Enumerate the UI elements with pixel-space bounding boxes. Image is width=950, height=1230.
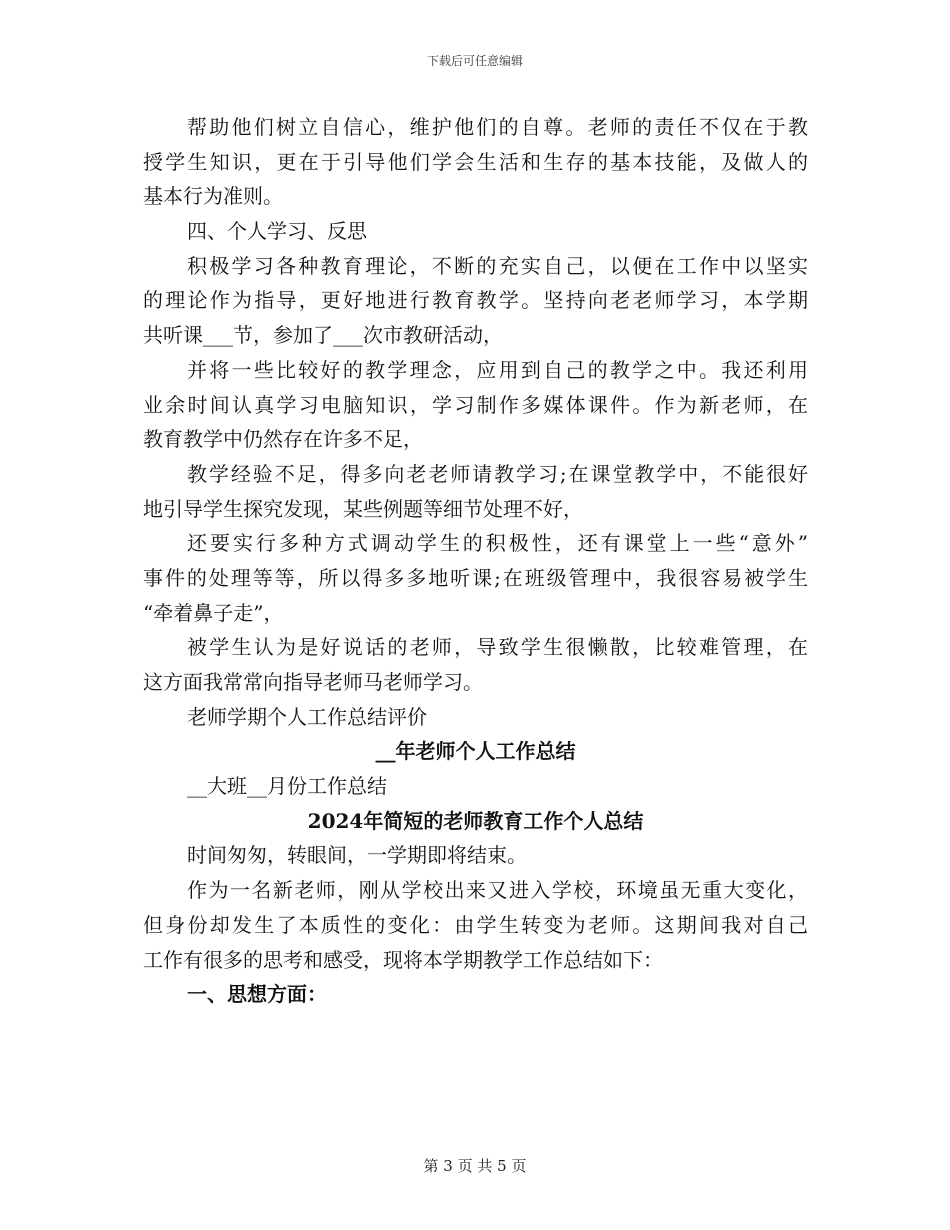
text-line: 还要实行多种方式调动学生的积极性，还有课堂上一些“意外”: [187, 531, 808, 556]
text-line: 授学生知识，更在于引导他们学会生活和生存的基本技能，及做人的: [143, 149, 808, 174]
section-heading: 四、个人学习、反思: [187, 219, 367, 244]
text-line: 作为一名新老师，刚从学校出来又进入学校，环境虽无重大变化，: [187, 878, 808, 903]
text-line: 业余时间认真学习电脑知识，学习制作多媒体课件。作为新老师，在: [143, 392, 808, 417]
text-line: 这方面我常常向指导老师马老师学习。: [143, 670, 483, 694]
text-line: 教学经验不足，得多向老老师请教学习;在课堂教学中，不能很好: [187, 461, 808, 486]
text-line: 但身份却发生了本质性的变化：由学生转变为老师。这期间我对自己: [143, 912, 808, 937]
text-line: 积极学习各种教育理论，不断的充实自己，以便在工作中以坚实: [187, 253, 808, 278]
text-line: “牵着鼻子走”，: [143, 600, 284, 625]
page-footer: 第 3 页 共 5 页: [423, 1157, 527, 1175]
text-line: 教育教学中仍然存在许多不足，: [143, 427, 423, 452]
text-line: 的理论作为指导，更好地进行教育教学。坚持向老老师学习，本学期: [143, 288, 808, 313]
page-header: 下载后可任意编辑: [426, 54, 523, 68]
text-line: __大班__月份工作总结: [187, 774, 387, 799]
text-line: 并将一些比较好的教学理念，应用到自己的教学之中。我还利用: [187, 357, 808, 382]
text-line: 共听课___节，参加了___次市教研活动，: [143, 323, 503, 348]
text-line: 帮助他们树立自信心，维护他们的自尊。老师的责任不仅在于教: [187, 115, 808, 139]
section-heading: 一、思想方面：: [187, 982, 327, 1007]
text-line: 工作有很多的思考和感受，现将本学期教学工作总结如下：: [143, 947, 663, 972]
document-title: __年老师个人工作总结: [375, 739, 576, 764]
document-body: [143, 110, 808, 1012]
text-line: 老师学期个人工作总结评价: [187, 704, 427, 729]
text-line: 地引导学生探究发现，某些例题等细节处理不好，: [143, 496, 583, 521]
text-line: 时间匆匆，转眼间，一学期即将结束。: [187, 843, 527, 868]
document-title: 2024年简短的老师教育工作个人总结: [307, 808, 644, 833]
text-line: 事件的处理等等，所以得多多地听课;在班级管理中，我很容易被学生: [143, 565, 808, 590]
text-line: 基本行为准则。: [143, 184, 283, 209]
text-line: 被学生认为是好说话的老师，导致学生很懒散，比较难管理，在: [187, 635, 808, 660]
